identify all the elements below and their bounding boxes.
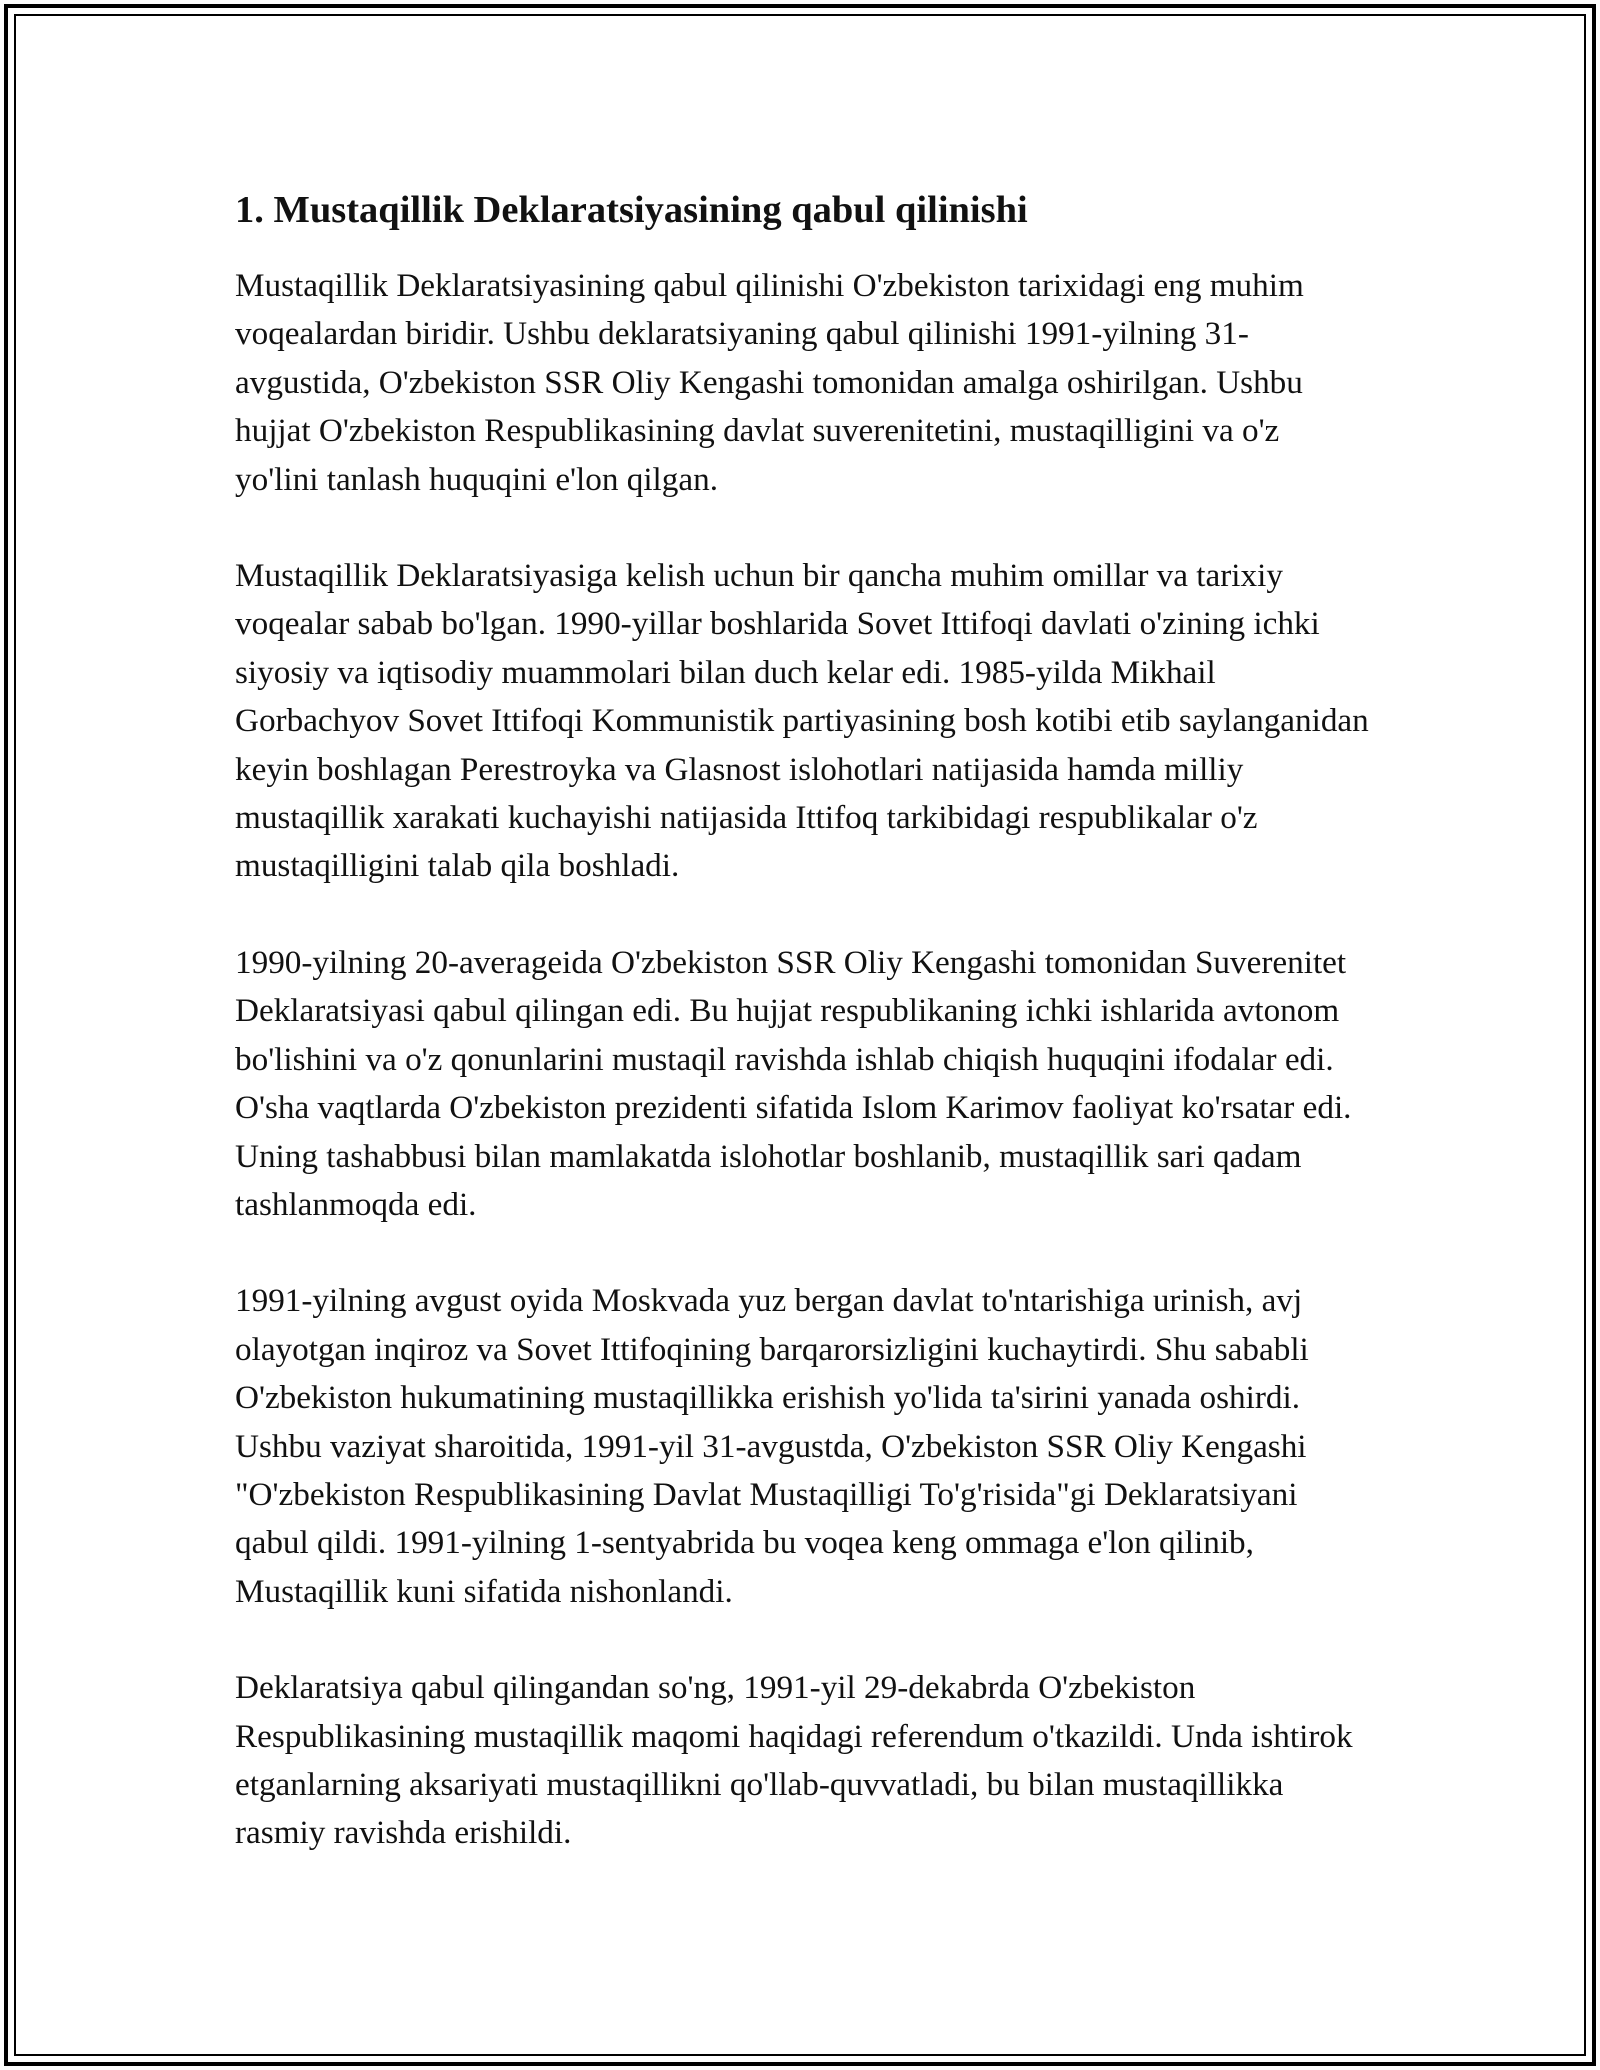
paragraph-2: Mustaqillik Deklaratsiyasiga kelish uchun bir qancha muhim omillar va tarixiy voqealar sabab bo'lgan. 1990-yillar boshlarida Sovet Ittifoqi davlati o'zining ichki siyosiy va iqtisodiy muammolari bilan duch kelar edi. 1985-yilda Mikhail Gorbachyov Sovet Ittifoqi Kommunistik partiyasining bosh kotibi etib saylanganidan keyin boshlagan Perestroyka va Glasnost islohotlari natijasida hamda milliy mustaqillik xarakati kuchayishi natijasida Ittifoq tarkibidagi respublikalar o'z mustaqilligini talab qila boshladi. [235, 557, 1369, 885]
document-body [235, 186, 1370, 1906]
paragraph-4: 1991-yilning avgust oyida Moskvada yuz bergan davlat to'ntarishiga urinish, avj olayotgan inqiroz va Sovet Ittifoqining barqarorsizligini kuchaytirdi. Shu sababli O'zbekiston hukumatining mustaqillikka erishish yo'lida ta'sirini yanada oshirdi. Ushbu vaziyat sharoitida, 1991-yil 31-avgustda, O'zbekiston SSR Oliy Kengashi "O'zbekiston Respublikasining Davlat Mustaqilligi To'g'risida"gi Deklaratsiyani qabul qildi. 1991-yilning 1-sentyabrida bu voqea keng ommaga e'lon qilinib, Mustaqillik kuni sifatida nishonlandi. [235, 1282, 1309, 1610]
section-heading: 1. Mustaqillik Deklaratsiyasining qabul qilinishi [235, 189, 1028, 231]
paragraph-3: 1990-yilning 20-averageida O'zbekiston SSR Oliy Kengashi tomonidan Suverenitet Deklaratsiyasi qabul qilingan edi. Bu hujjat respublikaning ichki ishlarida avtonom bo'lishini va o'z qonunlarini mustaqil ravishda ishlab chiqish huquqini ifodalar edi. O'sha vaqtlarda O'zbekiston prezidenti sifatida Islom Karimov faoliyat ko'rsatar edi. Uning tashabbusi bilan mamlakatda islohotlar boshlanib, mustaqillik sari qadam tashlanmoqda edi. [235, 943, 1352, 1223]
paragraph-5: Deklaratsiya qabul qilingandan so'ng, 1991-yil 29-dekabrda O'zbekiston Respublikasining mustaqillik maqomi haqidagi referendum o'tkazildi. Unda ishtirok etganlarning aksariyati mustaqillikni qo'llab-quvvatladi, bu bilan mustaqillikka rasmiy ravishda erishildi. [235, 1669, 1353, 1852]
paragraph-1: Mustaqillik Deklaratsiyasining qabul qilinishi O'zbekiston tarixidagi eng muhim voqealardan biridir. Ushbu deklaratsiyaning qabul qilinishi 1991-yilning 31-avgustida, O'zbekiston SSR Oliy Kengashi tomonidan amalga oshirilgan. Ushbu hujjat O'zbekiston Respublikasining davlat suverenitetini, mustaqilligini va o'z yo'lini tanlash huquqini e'lon qilgan. [235, 267, 1304, 498]
